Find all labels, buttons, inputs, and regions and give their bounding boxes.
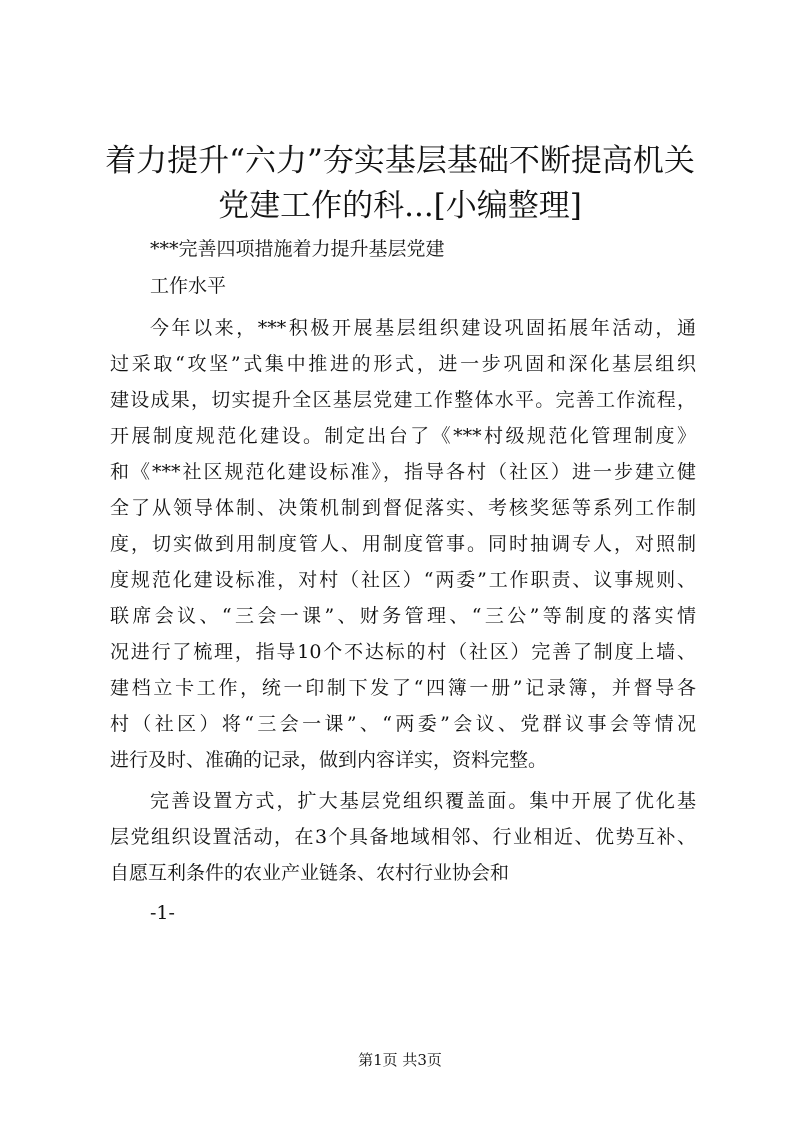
paragraph-1-line: 度，切实做到用制度管人、用制度管事。同时抽调专人，对照制	[110, 533, 696, 555]
document-title-line-2: 党建工作的科...[小编整理]	[218, 188, 582, 224]
paragraph-2-line: 自愿互利条件的农业产业链条、农村行业协会和	[110, 862, 510, 884]
paragraph-1-line: 建设成果，切实提升全区基层党建工作整体水平。完善工作流程，	[110, 389, 696, 411]
paragraph-1-line: 开展制度规范化建设。制定出台了《***村级规范化管理制度》	[110, 425, 696, 447]
paragraph-1-line: 村（社区）将“三会一课”、“两委”会议、党群议事会等情况	[110, 713, 696, 735]
paragraph-1-line: 况进行了梳理，指导10个不达标的村（社区）完善了制度上墙、	[110, 641, 696, 663]
page-number-mark: -1-	[150, 902, 175, 924]
paragraph-2-line: 完善设置方式，扩大基层党组织覆盖面。集中开展了优化基	[150, 790, 696, 812]
paragraph-1-line: 联席会议、“三会一课”、财务管理、“三公”等制度的落实情	[110, 605, 696, 627]
subtitle-line-1: ***完善四项措施着力提升基层党建	[150, 238, 445, 260]
page-footer: 第1页 共3页	[358, 1051, 442, 1069]
paragraph-1-line: 进行及时、准确的记录，做到内容详实，资料完整。	[110, 749, 548, 771]
paragraph-1-line: 度规范化建设标准，对村（社区）“两委”工作职责、议事规则、	[110, 569, 696, 591]
paragraph-1-line: 过采取“攻坚”式集中推进的形式，进一步巩固和深化基层组织	[110, 353, 696, 375]
subtitle-line-2: 工作水平	[150, 275, 227, 297]
document-title-line-1: 着力提升“六力”夯实基层基础不断提高机关	[105, 143, 695, 179]
paragraph-1-line: 今年以来，***积极开展基层组织建设巩固拓展年活动，通	[150, 317, 696, 339]
paragraph-2-line: 层党组织设置活动，在3个具备地域相邻、行业相近、优势互补、	[110, 826, 696, 848]
paragraph-1-line: 建档立卡工作，统一印制下发了“四簿一册”记录簿，并督导各	[110, 677, 696, 699]
paragraph-1-line: 全了从领导体制、决策机制到督促落实、考核奖惩等系列工作制	[110, 497, 696, 519]
paragraph-1-line: 和《***社区规范化建设标准》，指导各村（社区）进一步建立健	[110, 461, 696, 483]
